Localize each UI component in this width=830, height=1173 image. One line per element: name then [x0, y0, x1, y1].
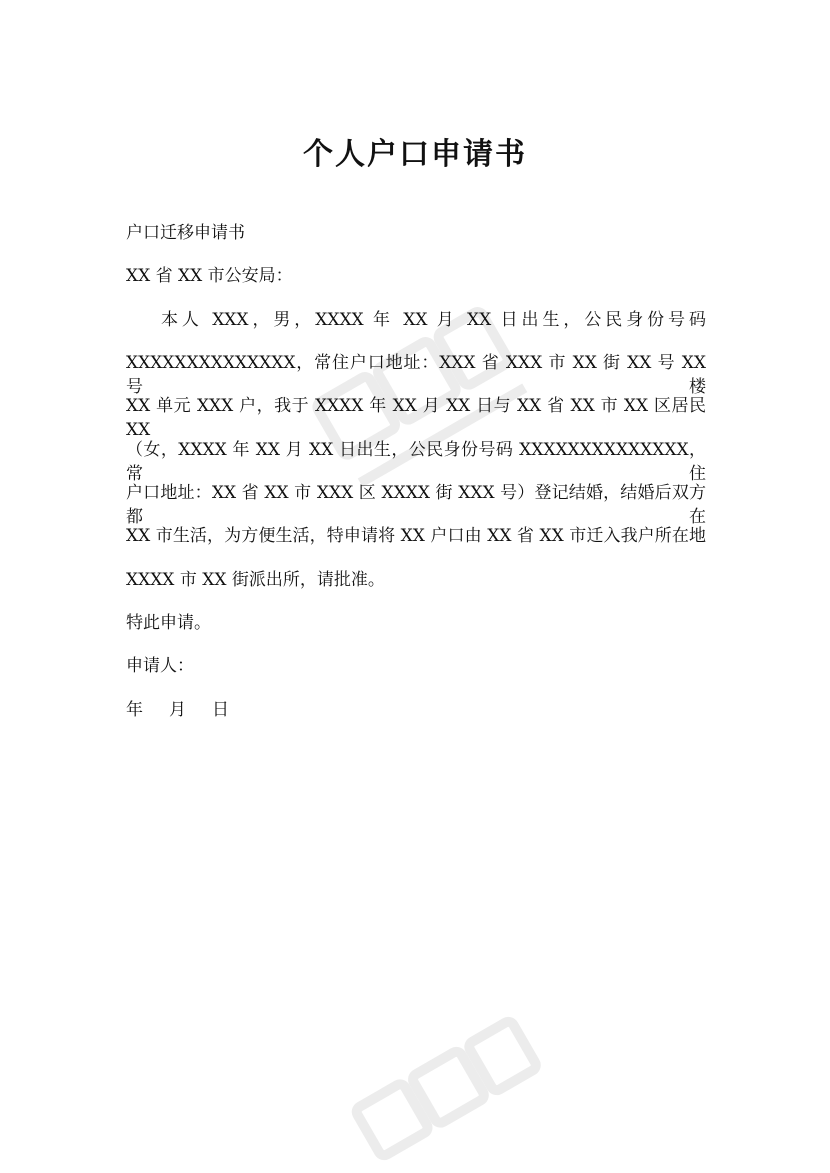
addressee: XX 省 XX 市公安局： — [126, 266, 293, 286]
body-line: （女，XXXX 年 XX 月 XX 日出生，公民身份号码 XXXXXXXXXXXXXX，常住 — [126, 440, 706, 484]
body-line: XX 市生活，为方便生活，特申请将 XX 户口由 XX 省 XX 市迁入我户所在地 — [126, 526, 706, 546]
applicant-label: 申请人： — [126, 656, 194, 676]
body-line: XXXX 市 XX 街派出所，请批准。 — [126, 570, 385, 590]
date-day: 日 — [212, 700, 229, 720]
body-line: XX 单元 XXX 户，我于 XXXX 年 XX 月 XX 日与 XX 省 XX 市 XX 区居民 XX — [126, 396, 706, 440]
date-year: 年 — [126, 700, 143, 720]
date-month: 月 — [169, 700, 186, 720]
document-title: 个人户口申请书 — [303, 137, 527, 173]
body-line: XXXXXXXXXXXXXX，常住户口地址：XXX 省 XXX 市 XX 街 XX 号 XX 号楼 — [126, 353, 706, 397]
body-line: 户口地址：XX 省 XX 市 XXX 区 XXXX 街 XXX 号）登记结婚，结婚后双方都在 — [126, 483, 706, 527]
date-row — [126, 698, 229, 722]
subtitle: 户口迁移申请书 — [126, 223, 245, 243]
closing-text: 特此申请。 — [126, 613, 211, 633]
body-line: 本人 XXX，男，XXXX 年 XX 月 XX 日出生，公民身份号码 — [161, 310, 706, 330]
watermark-graphic-bottom — [340, 1020, 560, 1170]
